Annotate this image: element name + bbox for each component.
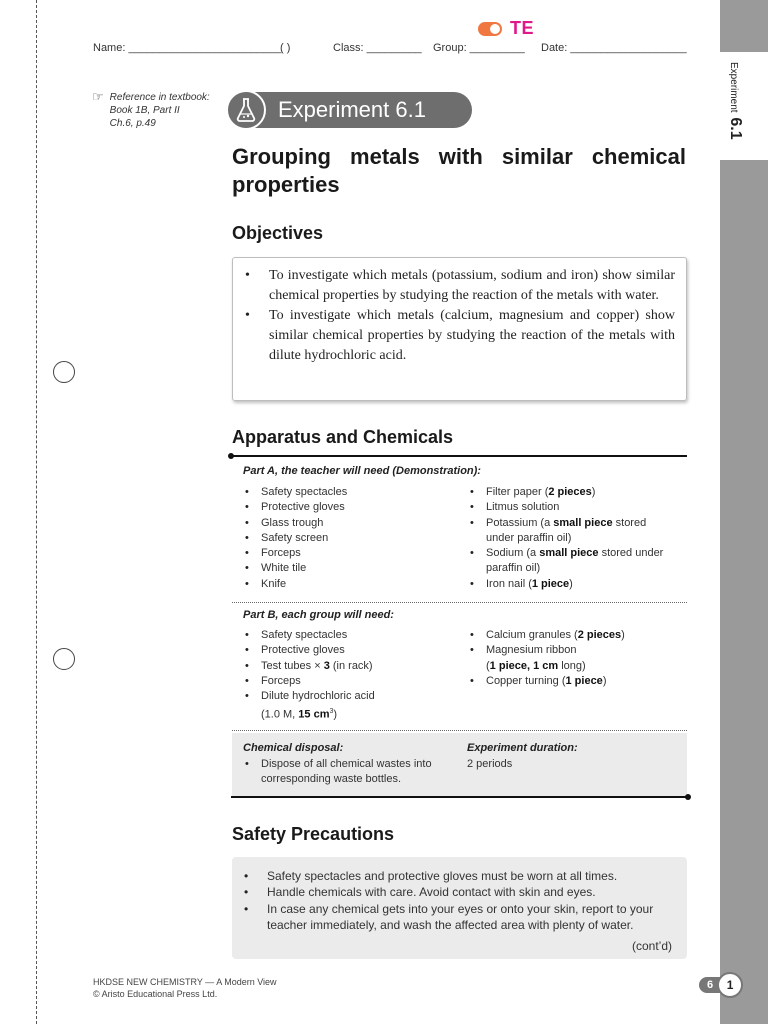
objective-item: • To investigate which metals (calcium, magnesium and copper) show similar chemical properties by studying the reaction of the metals with dilute hydrochloric acid. [245,306,675,366]
list-item: • Sodium (a small piece stored under paraffin oil) [468,546,683,577]
part-b-left-list [243,628,375,723]
list-item: • Safety spectacles [243,485,347,500]
apparatus-top-rule [231,455,687,457]
group-field[interactable]: Group: _________ [433,42,525,54]
safety-item: • In case any chemical gets into your eyes or onto your skin, report to your teacher immediately, and wash the affected area with plenty of water. [244,901,680,934]
class-field[interactable]: Class: _________ [333,42,422,54]
duration-value: 2 periods [467,758,513,770]
list-item: • Protective gloves [243,643,375,658]
list-item: • Safety screen [243,531,347,546]
page-number: 1 [717,972,743,998]
side-tab [720,0,768,1024]
part-a-left-list [243,485,347,592]
part-divider [232,730,687,731]
experiment-label [228,92,472,128]
list-item: • Filter paper (2 pieces) [468,485,683,500]
part-divider [232,602,687,603]
side-tab-label [726,62,744,140]
objective-item: • To investigate which metals (potassium, sodium and iron) show similar chemical properties by studying the reaction of the metals with water. [245,266,675,306]
safety-item: • Handle chemicals with care. Avoid contact with skin and eyes. [244,884,680,900]
rule-dot [685,794,691,800]
binder-dashed-line [36,0,37,1024]
punch-hole-bottom [53,648,75,670]
duration-title: Experiment duration: [467,742,578,754]
reference-line-3: Ch.6, p.49 [109,118,156,129]
apparatus-heading: Apparatus and Chemicals [232,427,454,447]
list-item: • Forceps [243,546,347,561]
list-item: • Glass trough [243,516,347,531]
list-item: • Calcium granules (2 pieces) [468,628,683,643]
list-item: • Litmus solution [468,500,683,515]
toggle-icon [478,22,502,36]
textbook-reference [92,91,210,130]
te-badge [478,18,534,39]
objectives-heading: Objectives [232,223,324,243]
page-title: Grouping metals with similar chemical properties [232,144,686,197]
list-item: • Potassium (a small piece stored under paraffin oil) [468,516,683,547]
reference-line-2: Book 1B, Part II [109,105,180,116]
experiment-number: Experiment 6.1 [278,97,426,122]
objectives-box [232,257,687,401]
rule-dot [228,453,234,459]
list-item: • Iron nail (1 piece) [468,577,683,592]
part-b-right-list [468,628,683,689]
class-number-field[interactable]: ( ) [280,42,291,54]
list-item: • Forceps [243,674,375,689]
safety-item: • Safety spectacles and protective gloves must be worn at all times. [244,868,680,884]
chapter-number: 6 [699,977,727,993]
footer-copyright: © Aristo Educational Press Ltd. [93,989,218,999]
flask-icon [226,90,266,130]
footer-book-title: HKDSE NEW CHEMISTRY — A Modern View [93,977,277,987]
list-item: • Dispose of all chemical wastes into corresponding waste bottles. [243,757,432,788]
safety-heading: Safety Precautions [232,824,395,844]
apparatus-bottom-rule [231,796,687,798]
list-item: • Dilute hydrochloric acid (1.0 M, 15 $cm^3$) [243,689,375,723]
punch-hole-top [53,361,75,383]
side-tab-number: 6.1 [727,117,744,140]
part-a-right-list [468,485,683,592]
reference-line-1: Reference in textbook: [109,92,210,103]
name-field[interactable]: Name: _________________________ [93,42,282,54]
objectives-list [245,266,675,366]
disposal-list [243,757,432,788]
part-b-title: Part B, each group will need: [243,609,394,621]
page-number-badge [699,972,743,998]
safety-list [244,868,680,933]
te-label: TE [510,18,535,38]
list-item: • White tile [243,561,347,576]
list-item: • Copper turning (1 piece) [468,674,683,689]
footer [93,976,277,1000]
list-item: • Protective gloves [243,500,347,515]
disposal-title: Chemical disposal: [243,742,344,754]
list-item: • Safety spectacles [243,628,375,643]
list-item: • Magnesium ribbon (1 piece, 1 cm long) [468,643,683,674]
list-item: • Test tubes × 3 (in rack) [243,659,375,674]
part-a-title: Part A, the teacher will need (Demonstration): [243,465,481,477]
reference-text [110,91,210,130]
date-field[interactable]: Date: ___________________ [541,42,687,54]
list-item: • Knife [243,577,347,592]
side-tab-text: Experiment [728,62,739,113]
continued-note: (cont’d) [632,939,673,953]
pointing-hand-icon: ☞ [92,89,104,104]
